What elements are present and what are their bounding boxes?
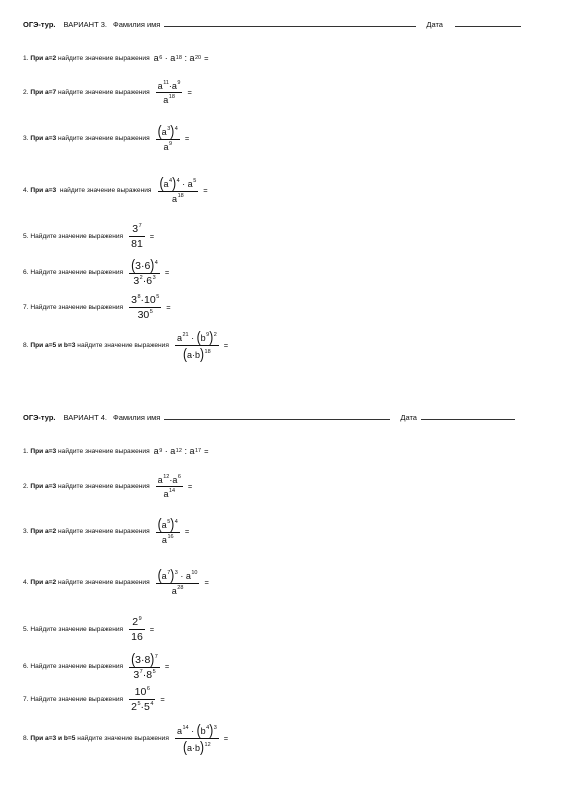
expression: $\frac{2^9}{16}$ =: [131, 616, 155, 643]
expression: $\frac{(3\cdot 6)^4}{3^2\cdot 6^3}$ =: [131, 256, 170, 287]
expression: $\frac{10^6}{2^5\cdot 5^4}$ =: [131, 686, 165, 713]
name-field[interactable]: [164, 18, 416, 27]
brand-label: ОГЭ-тур.: [23, 413, 56, 422]
task-text: найдите значение выражения: [58, 54, 150, 62]
expression: $\frac{a^{12}\cdot a^6}{a^{14}}$ =: [157, 474, 193, 499]
expression: a 9 · a 12 : a 17 =: [153, 446, 209, 456]
task-3-6: 6. Найдите значение выражения $\frac{(3\cdot 6)^4}{3^2\cdot 6^3}$ =: [23, 256, 170, 287]
task-4-3: 3. При a=2 найдите значение выражения $\frac{(a^5)^4}{a^{16}}$ =: [23, 515, 190, 545]
brand-label: ОГЭ-тур.: [23, 20, 56, 29]
expression: $\frac{3^7}{81}$ =: [131, 223, 155, 250]
date-label: Дата: [400, 413, 417, 422]
variant-label: ВАРИАНТ 3.: [63, 20, 108, 29]
task-3-7: 7. Найдите значение выражения $\frac{3^8\cdot 10^5}{30^5}$ =: [23, 294, 171, 321]
expression: a 6 · a 18 : a 20 =: [153, 53, 209, 63]
expression: $\frac{a^{14} \cdot (b^4)^3}{(a\cdot b)^{12}}$ =: [176, 721, 229, 756]
expression: $\frac{(3\cdot 8)^7}{3^7\cdot 8^5}$ =: [131, 650, 170, 681]
task-number: 1.: [23, 54, 29, 62]
expression: $\frac{(a^4)^4 \cdot a^5}{a^{18}}$ =: [159, 174, 208, 204]
task-condition: При a=2: [30, 54, 57, 62]
task-3-8: 8. При a=5 и b=3 найдите значение выражения $\frac{a^{21} \cdot (b^9)^2}{(a\cdot b)^{18}}$ =: [23, 328, 229, 363]
expression: $\frac{3^8\cdot 10^5}{30^5}$ =: [131, 294, 171, 321]
header-variant-3: [23, 18, 521, 29]
task-4-4: 4. При a=2 найдите значение выражения $\frac{(a^7)^3 \cdot a^{10}}{a^{28}}$ =: [23, 566, 209, 596]
date-field[interactable]: [421, 411, 515, 420]
expression: $\frac{(a^7)^3 \cdot a^{10}}{a^{28}}$ =: [157, 566, 209, 596]
task-3-4: 4. При a=3 найдите значение выражения $\frac{(a^4)^4 \cdot a^5}{a^{18}}$ =: [23, 174, 208, 204]
task-4-6: 6. Найдите значение выражения $\frac{(3\cdot 8)^7}{3^7\cdot 8^5}$ =: [23, 650, 170, 681]
variant-label: ВАРИАНТ 4.: [63, 413, 108, 422]
task-3-3: 3. При a=3 найдите значение выражения $\frac{(a^3)^4}{a^9}$ =: [23, 122, 190, 152]
task-4-8: 8. При a=3 и b=5 найдите значение выражения $\frac{a^{14} \cdot (b^4)^3}{(a\cdot b)^{12}}$ =: [23, 721, 229, 756]
date-field[interactable]: [455, 18, 521, 27]
expression: $\frac{(a^3)^4}{a^9}$ =: [157, 122, 190, 152]
name-label: Фамилия имя: [113, 20, 161, 29]
task-3-1: [23, 53, 209, 63]
task-4-2: 2. При a=3 найдите значение выражения $\frac{a^{12}\cdot a^6}{a^{14}}$ =: [23, 474, 193, 499]
date-label: Дата: [426, 20, 443, 29]
task-3-5: 5. Найдите значение выражения $\frac{3^7}{81}$ =: [23, 223, 155, 250]
task-4-5: 5. Найдите значение выражения $\frac{2^9}{16}$ =: [23, 616, 155, 643]
header-variant-4: [23, 411, 515, 422]
expression: $\frac{a^{21} \cdot (b^9)^2}{(a\cdot b)^{18}}$ =: [176, 328, 229, 363]
name-label: Фамилия имя: [113, 413, 161, 422]
name-field[interactable]: [164, 411, 390, 420]
task-4-7: 7. Найдите значение выражения $\frac{10^6}{2^5\cdot 5^4}$ =: [23, 686, 165, 713]
task-4-1: 1. При a=3 найдите значение выражения a 9 · a 12 : a 17 =: [23, 446, 209, 456]
expression: $\frac{(a^5)^4}{a^{16}}$ =: [157, 515, 190, 545]
expression: $\frac{a^{11}\cdot a^9}{a^{18}}$ =: [157, 80, 192, 105]
task-3-2: 2. При a=7 найдите значение выражения $\frac{a^{11}\cdot a^9}{a^{18}}$ =: [23, 80, 192, 105]
